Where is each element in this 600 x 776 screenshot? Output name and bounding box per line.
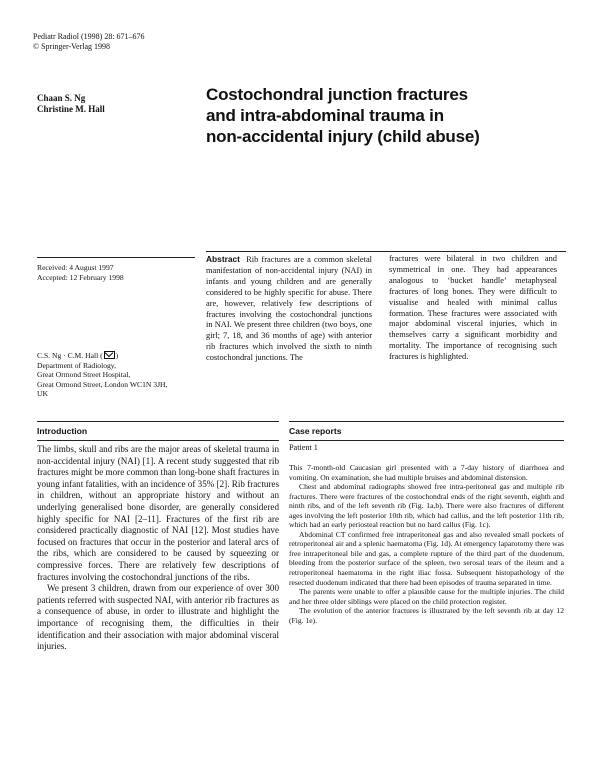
paragraph: The parents were unable to offer a plausible cause for the multiple injuries. The child and her three older siblings were placed on the child protection register.: [289, 587, 564, 606]
patient-label: Patient 1: [289, 443, 318, 452]
correspondence-names-line: C.S. Ng · C.M. Hall ( ): [37, 351, 119, 360]
paragraph: Abdominal CT confirmed free intraperitoneal gas and also revealed small pockets of retroperitoneal air and a splenic haematoma (Fig. 1d). At emergency laparotomy there was free intraperitoneal bile and gas, a complete rupture of the third part of the duodenum, bleeding from the posterior surface of the spleen, two serosal tears of the ileum and a retroperitoneal haematoma in the right iliac fossa. Subsequent histopathology of the resected duodenum indicated that there had been episodes of trauma separated in time.: [289, 529, 564, 587]
title-line: non-accidental injury (child abuse): [206, 127, 480, 146]
author-list: [37, 93, 105, 115]
article-dates: [37, 263, 197, 282]
abstract-column-2: [389, 254, 557, 363]
title-line: and intra-abdominal trauma in: [206, 106, 444, 125]
divider: [206, 251, 566, 252]
journal-citation: Pediatr Radiol (1998) 28: 671–676: [33, 32, 145, 41]
case-report-body: [289, 463, 564, 625]
author-name: Christine M. Hall: [37, 104, 105, 114]
address-line: Great Ormond Street, London WC1N 3JH,: [37, 379, 168, 389]
accepted-date: Accepted: 12 February 1998: [37, 272, 124, 282]
abstract-text: fractures were bilateral in two children and symmetrical in one. They had appearances analogous to ‘bucket handle’ metaphyseal fractures of long bones. They were difficult to visualise and healed with minimal callus formation. These fractures were associated with major abdominal visceral injuries, which in themselves carry a significant morbidity and mortality. The importance of recognising such fractures is highlighted.: [389, 254, 557, 362]
paragraph: The evolution of the anterior fractures is illustrated by the left seventh rib at day 12 (Fig. 1e).: [289, 606, 564, 625]
received-date: Received: 4 August 1997: [37, 263, 114, 272]
address-line: UK: [37, 389, 48, 399]
article-title: [206, 84, 506, 147]
case-reports-heading: Case reports: [289, 426, 342, 436]
abstract-column-1: [206, 254, 372, 364]
journal-copyright: © Springer-Verlag 1998: [33, 41, 111, 51]
address-line: Great Ormond Street Hospital,: [37, 370, 131, 380]
abstract-text: Rib fractures are a common skeletal manifestation of non-accidental injury (NAI) in infants and young children and are generally considered to be highly specific for abuse. There are, however, relatively few descriptions of fractures involving the costochondral junctions in NAI. We present three children (two boys, one girl; 7, 18, and 36 months of age) with anterior rib fractures which involved the sixth to ninth costochondral junctions. The: [206, 255, 372, 363]
abstract-label: Abstract: [206, 254, 240, 264]
journal-header: [33, 32, 145, 51]
paragraph: We present 3 children, drawn from our experience of over 300 patients referred with suspected NAI, with anterior rib fractures as a consequence of abuse, in order to illustrate and highlight the importance of recognising them, the difficulties in their identification and their association with major abdominal visceral injuries.: [37, 583, 279, 652]
correspondence-address: [37, 351, 202, 399]
paragraph: Chest and abdominal radiographs showed free intra-peritoneal gas and multiple rib fractures. There were fractures of the costochondral ends of the right seventh, eighth and ninth ribs, and of the left seventh rib (Fig. 1a,b). There were also fractures of different ages involving the left posterior 10th rib, which had callus, and the left posterior 11th rib, which had an early periosteal reaction but no hard callus (Fig. 1c).: [289, 482, 564, 530]
divider: [37, 257, 195, 258]
envelope-icon: [104, 351, 115, 359]
title-line: Costochondral junction fractures: [206, 85, 468, 104]
address-line: Department of Radiology,: [37, 360, 117, 370]
divider: [37, 421, 279, 422]
divider: [289, 421, 564, 422]
divider: [37, 440, 279, 441]
correspondence-names: C.S. Ng · C.M. Hall: [37, 351, 99, 360]
paragraph: The limbs, skull and ribs are the major areas of skeletal trauma in non-accidental injury (NAI) [1]. A recent study suggested that rib fractures might be more common than long-bone shaft fractures in young infant fatalities, with an incidence of 35% [2]. Rib fractures in children, without an appropriate history and without an underlying generalised bone disorder, are generally considered highly specific for NAI [2–11]. Fractures of the first rib are considered practically diagnostic of NAI [12]. Most studies have focused on fractures that occur in the posterior and lateral arcs of the ribs, which are considered to be caused by squeezing or compressive forces. There are relatively few descriptions of fractures involving the costochondral junctions of the ribs.: [37, 444, 279, 582]
introduction-body: [37, 444, 279, 653]
divider: [289, 440, 564, 441]
introduction-heading: Introduction: [37, 426, 88, 436]
author-name: Chaan S. Ng: [37, 93, 86, 103]
paragraph: This 7-month-old Caucasian girl presented with a 7-day history of diarrhoea and vomiting. On examination, she had multiple bruises and abdominal distension.: [289, 463, 564, 482]
